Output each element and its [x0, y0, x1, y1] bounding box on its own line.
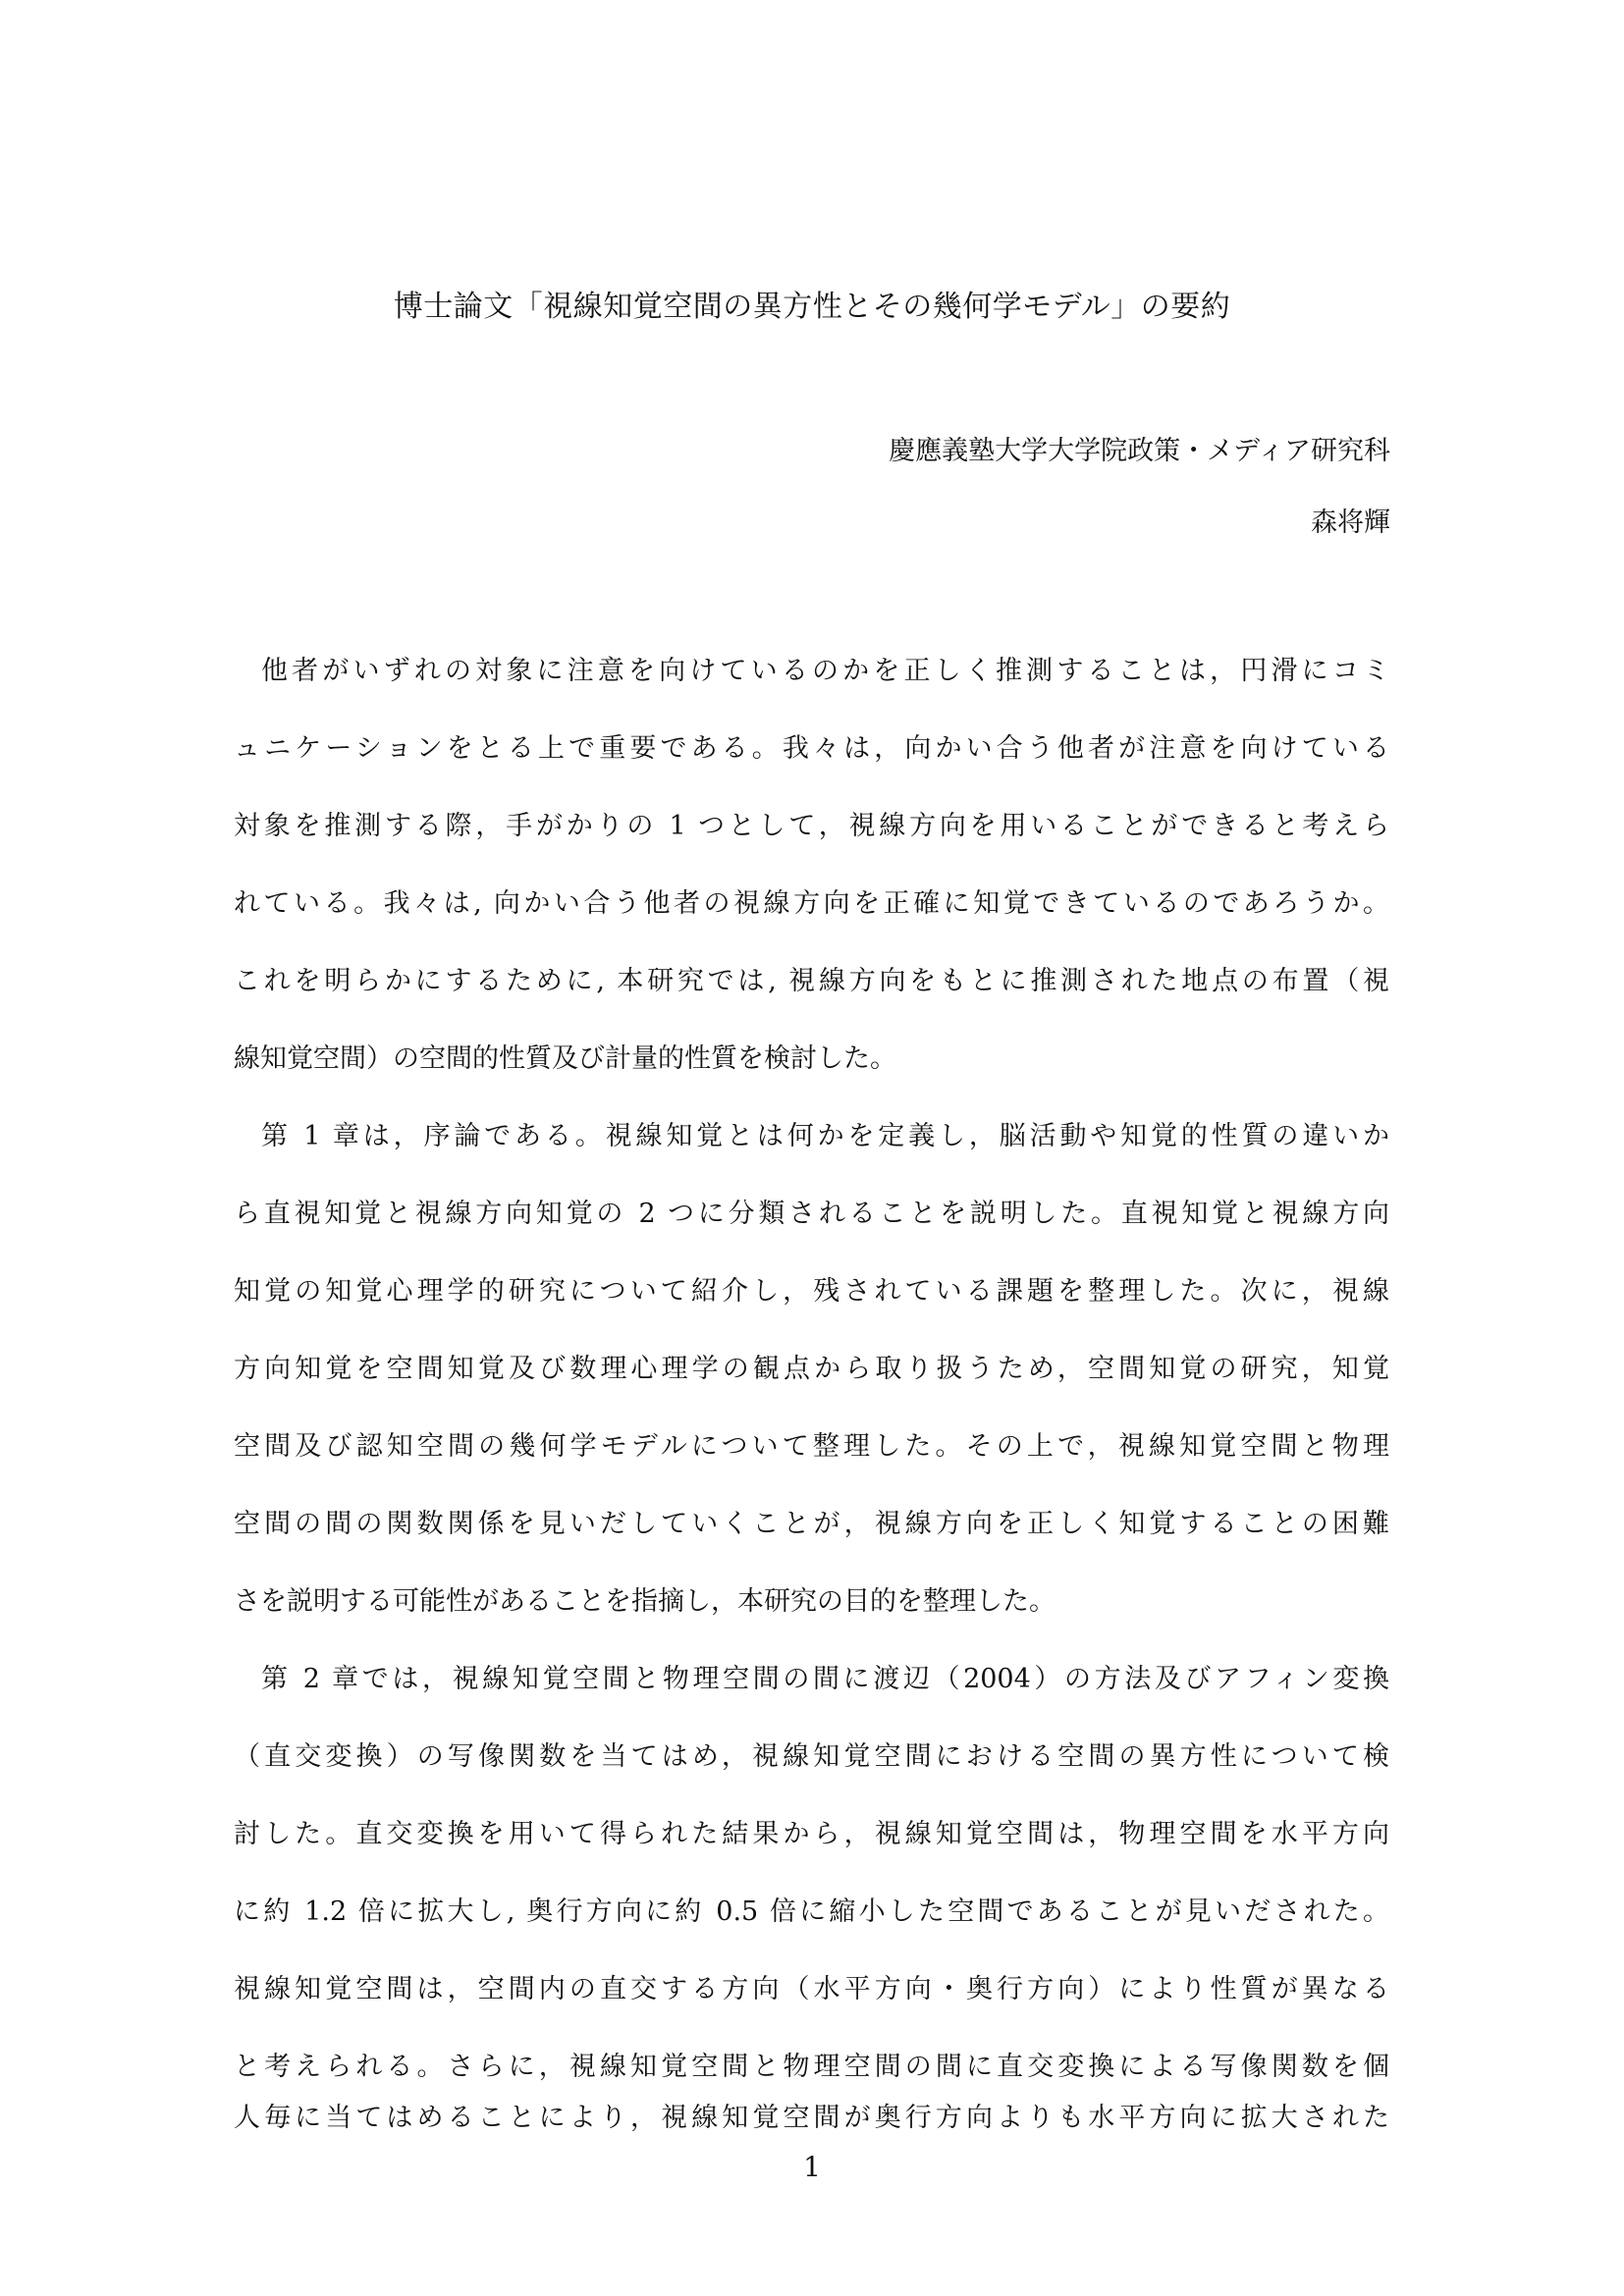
body-line: ュニケーションをとる上で重要である。我々は，向かい合う他者が注意を向けている: [234, 733, 1389, 764]
document-title: 博士論文「視線知覚空間の異方性とその幾何学モデル」の要約: [393, 290, 1231, 324]
author-name: 森将輝: [1311, 507, 1390, 538]
body-line: れている。我々は, 向かい合う他者の視線方向を正確に知覚できているのであろうか。: [234, 888, 1389, 919]
body-line: 対象を推測する際，手がかりの 1 つとして，視線方向を用いることができると考えら: [234, 811, 1389, 841]
body-line: 第 2 章では，視線知覚空間と物理空間の間に渡辺（2004）の方法及びアフィン変換: [261, 1664, 1389, 1694]
body-line: 他者がいずれの対象に注意を向けているのかを正しく推測することは，円滑にコミ: [261, 656, 1389, 686]
body-line: 方向知覚を空間知覚及び数理心理学の観点から取り扱うため，空間知覚の研究，知覚: [234, 1354, 1389, 1384]
body-line: と考えられる。さらに，視線知覚空間と物理空間の間に直交変換による写像関数を個: [234, 2052, 1389, 2082]
body-line: 知覚の知覚心理学的研究について紹介し，残されている課題を整理した。次に，視線: [234, 1276, 1389, 1307]
page-number: 1: [803, 2151, 821, 2183]
body-line: これを明らかにするために, 本研究では, 視線方向をもとに推測された地点の布置（視: [234, 966, 1389, 996]
body-line: 討した。直交変換を用いて得られた結果から，視線知覚空間は，物理空間を水平方向: [234, 1819, 1389, 1849]
body-line: 空間及び認知空間の幾何学モデルについて整理した。その上で，視線知覚空間と物理: [234, 1431, 1389, 1462]
body-line: 第 1 章は，序論である。視線知覚とは何かを定義し，脳活動や知覚的性質の違いか: [261, 1121, 1389, 1151]
body-line: 線知覚空間）の空間的性質及び計量的性質を検討した。: [234, 1043, 896, 1074]
body-line: さを説明する可能性があることを指摘し，本研究の目的を整理した。: [234, 1586, 1056, 1617]
body-line: （直交変換）の写像関数を当てはめ，視線知覚空間における空間の異方性について検: [234, 1741, 1389, 1772]
body-line: 空間の間の関数関係を見いだしていくことが，視線方向を正しく知覚することの困難: [234, 1509, 1389, 1539]
author-affiliation: 慶應義塾大学大学院政策・メディア研究科: [889, 436, 1390, 466]
body-line: 視線知覚空間は，空間内の直交する方向（水平方向・奥行方向）により性質が異なる: [234, 1974, 1389, 2004]
body-line: ら直視知覚と視線方向知覚の 2 つに分類されることを説明した。直視知覚と視線方向: [234, 1199, 1389, 1229]
body-line: 人毎に当てはめることにより，視線知覚空間が奥行方向よりも水平方向に拡大された: [234, 2103, 1389, 2133]
body-line: に約 1.2 倍に拡大し, 奥行方向に約 0.5 倍に縮小した空間であることが見いだされた。: [234, 1896, 1389, 1927]
